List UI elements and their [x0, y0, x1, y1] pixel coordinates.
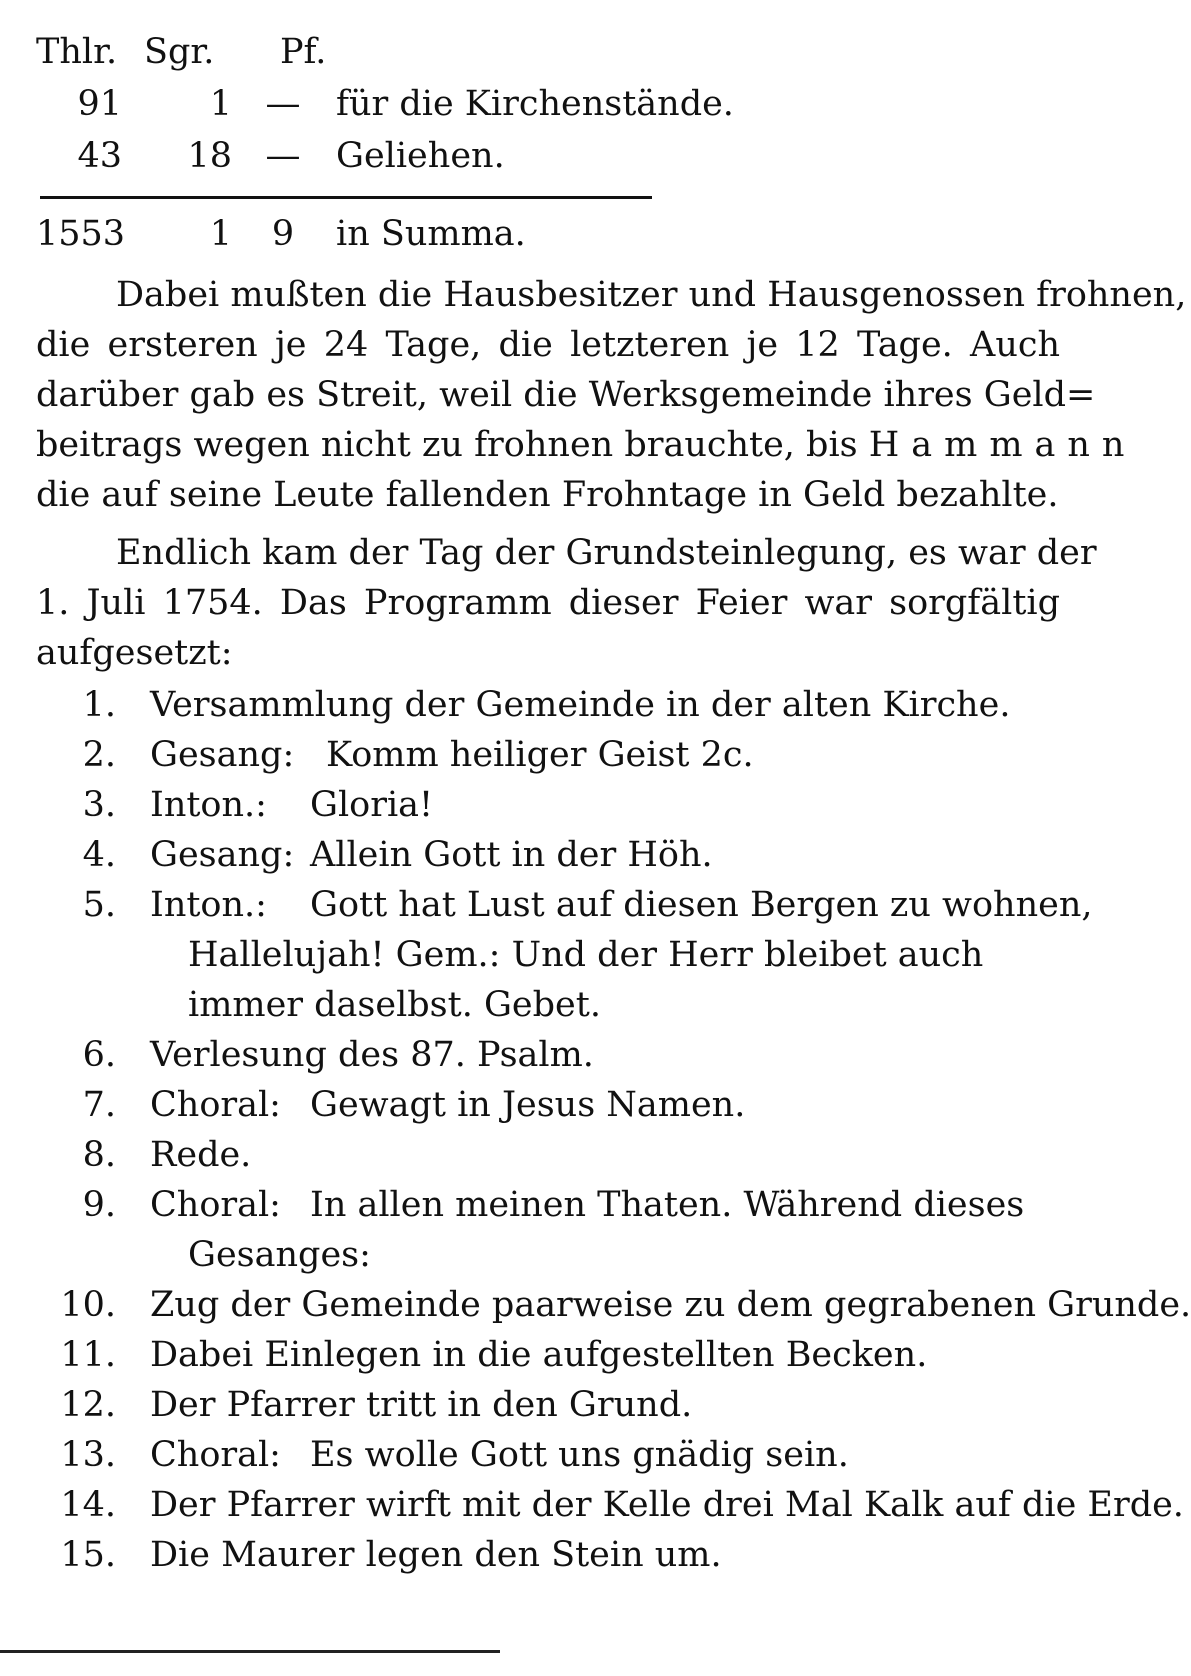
ledger-header	[36, 26, 656, 78]
list-item	[36, 1530, 1060, 1580]
item-text: Allein Gott in der Höh.	[310, 835, 713, 875]
list-item	[36, 830, 1060, 880]
ledger-desc: Geliehen.	[336, 136, 505, 176]
header-sgr: Sgr.	[144, 32, 215, 72]
ledger-thlr: 43	[77, 136, 122, 176]
ledger-pf: —	[265, 84, 301, 124]
item-continuation: Hallelujah! Gem.: Und der Herr bleibet auch	[188, 935, 984, 975]
ledger-total	[36, 208, 656, 260]
item-text: Der Pfarrer wirft mit der Kelle drei Mal Kalk auf die Erde.	[150, 1485, 1184, 1525]
text-line: 1. Juli 1754. Das Programm dieser Feier war sorgfältig	[36, 583, 1060, 623]
text-line: die auf seine Leute fallenden Frohntage in Geld bezahlte.	[36, 475, 1059, 515]
item-number: 11.	[60, 1335, 116, 1375]
ledger-sgr: 1	[209, 84, 232, 124]
item-number: 4.	[82, 835, 116, 875]
item-number: 8.	[82, 1135, 116, 1175]
list-item	[36, 1080, 1060, 1130]
item-text: Gott hat Lust auf diesen Bergen zu wohnen,	[310, 885, 1093, 925]
item-number: 7.	[82, 1085, 116, 1125]
item-number: 13.	[60, 1435, 116, 1475]
text-line	[36, 420, 1137, 470]
item-text: Komm heiliger Geist 2c.	[326, 735, 754, 775]
item-number: 2.	[82, 735, 116, 775]
item-label: Gesang:	[150, 735, 295, 775]
list-item	[36, 880, 1093, 1030]
item-text: Es wolle Gott uns gnädig sein.	[310, 1435, 849, 1475]
item-content	[150, 1180, 1060, 1230]
list-item	[36, 730, 1060, 780]
text-line: darüber gab es Streit, weil die Werksgemeinde ihres Geld=	[36, 375, 1096, 415]
paragraph-grundsteinlegung	[36, 528, 1097, 678]
ledger-desc: für die Kirchenstände.	[336, 84, 734, 124]
list-item	[36, 1130, 1060, 1180]
item-label: Choral:	[150, 1185, 281, 1225]
item-label: Inton.:	[150, 885, 267, 925]
item-text: Verlesung des 87. Psalm.	[150, 1035, 594, 1075]
item-text: Rede.	[150, 1135, 252, 1175]
header-thlr: Thlr.	[36, 32, 118, 72]
ledger-sgr: 18	[187, 136, 232, 176]
item-text: Gloria!	[310, 785, 434, 825]
item-text: Der Pfarrer tritt in den Grund.	[150, 1385, 693, 1425]
item-content	[150, 730, 1060, 780]
total-desc: in Summa.	[336, 214, 526, 254]
item-content	[150, 880, 1093, 930]
list-item	[36, 780, 1060, 830]
list-item	[36, 1030, 1060, 1080]
program-list	[36, 680, 1191, 1580]
text-segment: beitrags wegen nicht zu frohnen brauchte, bis	[36, 425, 858, 465]
sum-rule	[40, 196, 652, 199]
item-label: Choral:	[150, 1435, 281, 1475]
item-number: 1.	[82, 685, 116, 725]
person-name: Hammann	[868, 425, 1137, 465]
item-number: 12.	[60, 1385, 116, 1425]
item-text: In allen meinen Thaten. Während dieses	[310, 1185, 1025, 1225]
list-item	[36, 680, 1060, 730]
item-text: Versammlung der Gemeinde in der alten Kirche.	[150, 685, 1011, 725]
item-text: Gewagt in Jesus Namen.	[310, 1085, 746, 1125]
page-bottom-rule	[0, 1650, 500, 1653]
paragraph-frohnen	[36, 270, 1187, 520]
text-line: aufgesetzt:	[36, 633, 233, 673]
ledger-pf: —	[265, 136, 301, 176]
item-continuation: immer daselbst. Gebet.	[188, 985, 601, 1025]
ledger-table	[36, 26, 734, 182]
list-item	[36, 1480, 1184, 1530]
item-content	[150, 830, 1060, 880]
text-line: Dabei mußten die Hausbesitzer und Hausgenossen frohnen,	[116, 275, 1187, 315]
text-line: Endlich kam der Tag der Grundsteinlegung, es war der	[116, 533, 1097, 573]
total-sgr: 1	[209, 214, 232, 254]
item-label: Gesang:	[150, 835, 295, 875]
item-number: 3.	[82, 785, 116, 825]
item-number: 15.	[60, 1535, 116, 1575]
header-pf: Pf.	[280, 32, 327, 72]
item-number: 5.	[82, 885, 116, 925]
ledger-row	[36, 130, 656, 182]
item-label: Choral:	[150, 1085, 281, 1125]
item-text: Die Maurer legen den Stein um.	[150, 1535, 722, 1575]
list-item	[36, 1280, 1191, 1330]
list-item	[36, 1180, 1060, 1280]
item-text: Dabei Einlegen in die aufgestellten Becken.	[150, 1335, 928, 1375]
item-label: Inton.:	[150, 785, 267, 825]
item-text: Zug der Gemeinde paarweise zu dem gegrabenen Grunde.	[150, 1285, 1191, 1325]
list-item	[36, 1430, 1060, 1480]
item-number: 9.	[82, 1185, 116, 1225]
item-content	[150, 780, 1060, 830]
ledger-thlr: 91	[77, 84, 122, 124]
item-content	[150, 1430, 1060, 1480]
item-number: 10.	[60, 1285, 116, 1325]
item-content	[150, 1080, 1060, 1130]
text-line: die ersteren je 24 Tage, die letzteren je 12 Tage. Auch	[36, 325, 1060, 365]
item-number: 6.	[82, 1035, 116, 1075]
list-item	[36, 1380, 1060, 1430]
total-thlr: 1553	[36, 214, 126, 254]
item-number: 14.	[60, 1485, 116, 1525]
item-continuation: Gesanges:	[188, 1235, 371, 1275]
list-item	[36, 1330, 1060, 1380]
total-pf: 9	[271, 214, 295, 254]
ledger-row	[36, 78, 734, 130]
